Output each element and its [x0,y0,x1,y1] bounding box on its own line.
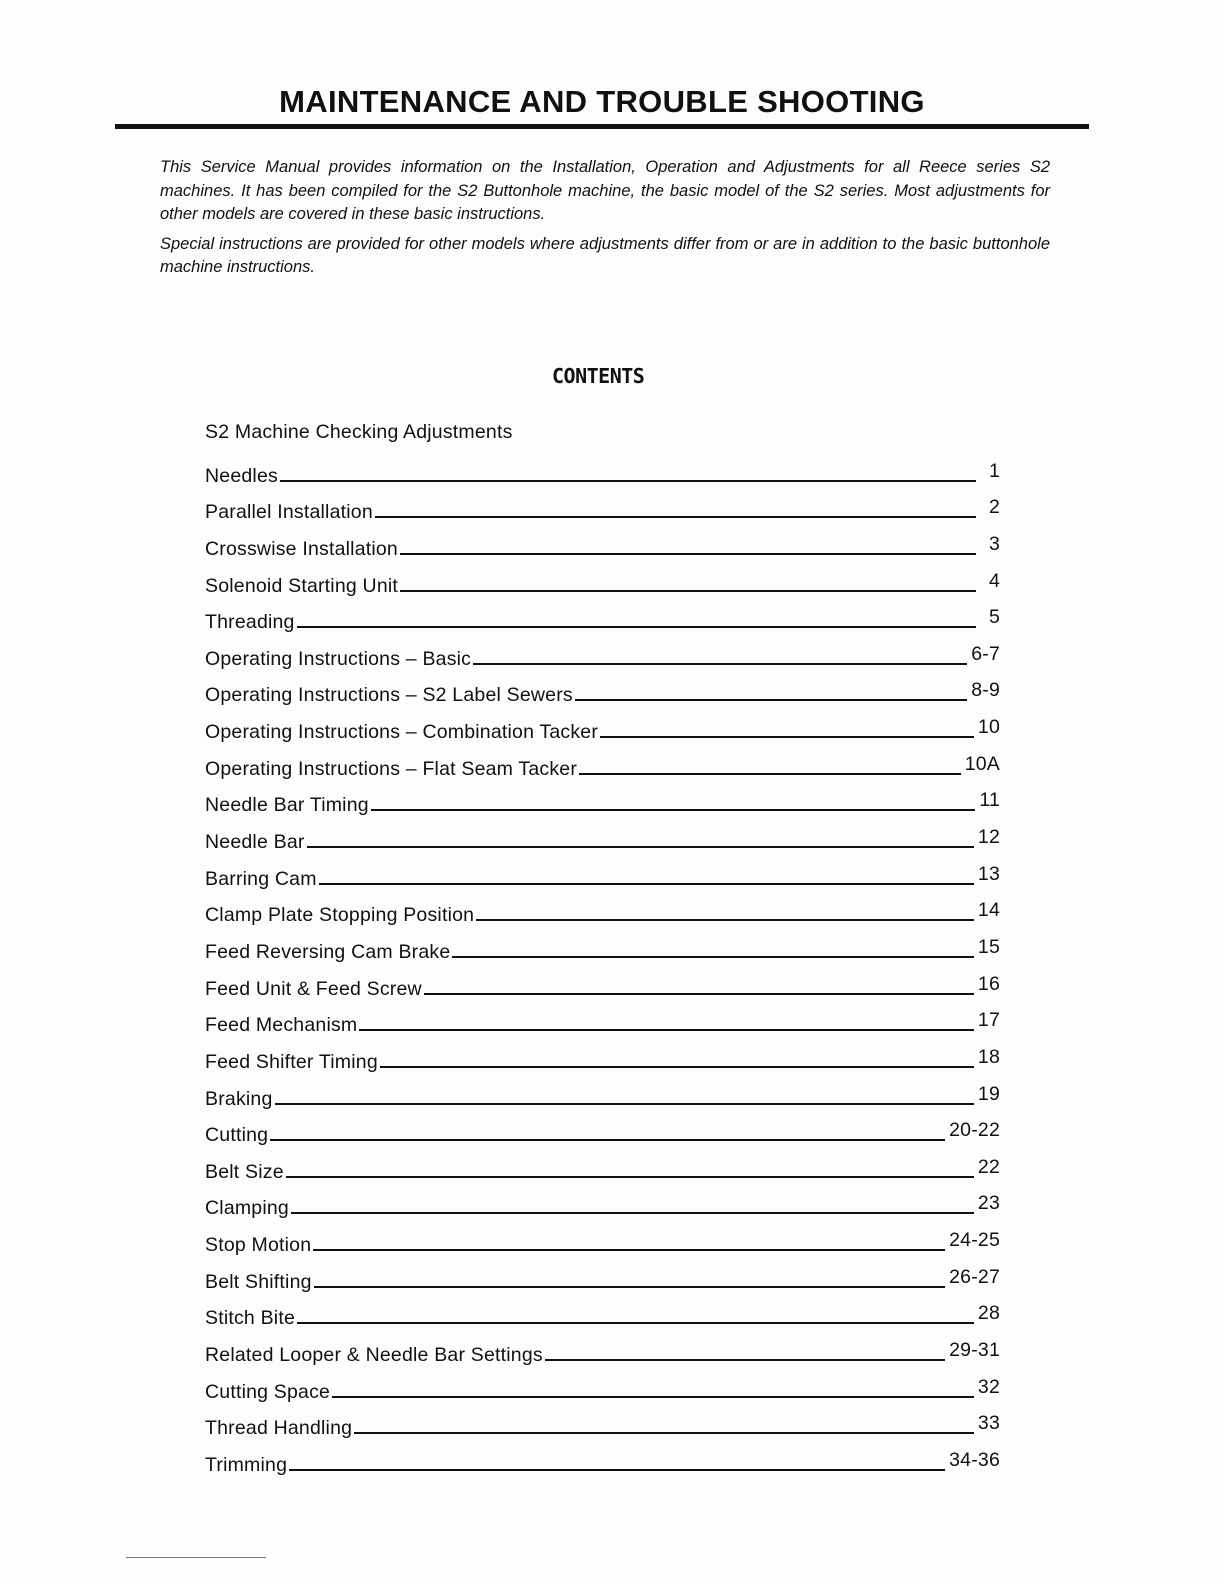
toc-entry-page: 2 [988,496,1000,519]
toc-entry-leader [286,1176,974,1178]
toc-entry-leader [313,1249,945,1251]
toc-entry-label: Operating Instructions – Combination Tacker [205,721,599,744]
toc-entry [205,1404,1000,1441]
intro-paragraph-1: This Service Manual provides information on the Installation, Operation and Adjustments for all Reece series S2 machines. It has been compiled for the S2 Buttonhole machine, the basic model of the S2 series. Most adjustments for other models are covered in these basic instructions. [160,158,1050,223]
toc-entry-page: 10 [977,716,1000,739]
table-of-contents [205,416,1000,1477]
toc-entry-leader [354,1432,974,1434]
toc-entry-label: Operating Instructions – S2 Label Sewers [205,684,573,707]
toc-entry [205,1440,1000,1477]
toc-entry-page: 6-7 [971,642,1000,665]
toc-entry-label: Crosswise Installation [205,537,398,560]
toc-entry-label: Braking [205,1087,273,1110]
toc-entry-page: 19 [977,1082,1000,1105]
toc-entry-leader [575,699,967,701]
toc-entry [205,817,1000,854]
toc-entry-page: 4 [988,569,1000,592]
toc-entry-page: 22 [977,1155,1000,1178]
toc-entry [205,1257,1000,1294]
toc-entry [205,488,1000,525]
toc-entry-label: Operating Instructions – Basic [205,647,472,670]
toc-entry-label: Stitch Bite [205,1307,295,1330]
toc-entry-page: 3 [988,532,1000,555]
toc-entry-label: Needle Bar [205,831,305,854]
toc-entry-leader [314,1286,945,1288]
footer-rule [126,1557,266,1558]
toc-entry-page: 15 [977,935,1000,958]
toc-entry-page: 34-36 [949,1448,1000,1471]
toc-entry-label: Feed Unit & Feed Screw [205,977,422,1000]
intro-paragraph-2: Special instructions are provided for other models where adjustments differ from or are in addition to the basic buttonhole machine instructions. [160,234,1050,276]
toc-entry-label: Belt Size [205,1160,284,1183]
toc-entry-label: Clamping [205,1197,289,1220]
toc-entry-leader [289,1469,945,1471]
toc-entry-page: 24-25 [949,1229,1000,1252]
toc-entry [205,927,1000,964]
toc-entry-page: 29-31 [949,1339,1000,1362]
toc-entry-page: 32 [977,1375,1000,1398]
toc-entry-label: Parallel Installation [205,501,373,524]
toc-entry-page: 16 [977,972,1000,995]
toc-entry-leader [600,736,974,738]
toc-entry [205,964,1000,1001]
toc-entry-page: 18 [977,1045,1000,1068]
toc-entry-label: Related Looper & Needle Bar Settings [205,1344,543,1367]
toc-entry [205,1147,1000,1184]
toc-entry-leader [476,919,974,921]
toc-entry-label: Clamp Plate Stopping Position [205,904,475,927]
toc-entry [205,1074,1000,1111]
toc-entry-leader [579,773,961,775]
toc-entry [205,744,1000,781]
toc-entry-page: 12 [977,826,1000,849]
toc-entry-leader [400,553,976,555]
toc-entry-label: Belt Shifting [205,1270,312,1293]
toc-entry [205,1367,1000,1404]
toc-entry [205,1001,1000,1038]
toc-entry-leader [473,663,967,665]
toc-entry-label: Cutting Space [205,1380,331,1403]
toc-entry-leader [270,1139,945,1141]
toc-entry-label: Solenoid Starting Unit [205,574,399,597]
toc-entry [205,634,1000,671]
toc-entry-label: Feed Mechanism [205,1014,358,1037]
toc-entry-leader [307,846,974,848]
toc-section-title: S2 Machine Checking Adjustments [205,421,513,443]
toc-entry-leader [319,883,974,885]
toc-entry-label: Feed Reversing Cam Brake [205,940,451,963]
toc-entry-leader [297,626,976,628]
toc-entry-page: 11 [979,789,1000,812]
toc-entry-list [205,451,1000,1477]
toc-entry [205,561,1000,598]
toc-entry-leader [371,809,976,811]
toc-entry [205,1111,1000,1148]
toc-entry-label: Barring Cam [205,867,317,890]
toc-entry-leader [400,590,976,592]
toc-entry-page: 10A [964,752,1000,775]
toc-entry-page: 23 [977,1192,1000,1215]
toc-entry-leader [297,1322,974,1324]
contents-heading: CONTENTS [552,364,645,388]
toc-entry [205,1037,1000,1074]
toc-entry-page: 17 [977,1009,1000,1032]
toc-entry-leader [275,1103,974,1105]
toc-entry [205,524,1000,561]
toc-entry [205,1294,1000,1331]
toc-entry-leader [332,1396,974,1398]
toc-entry [205,1184,1000,1221]
toc-entry-leader [375,516,976,518]
toc-entry-page: 5 [988,606,1000,629]
toc-entry-page: 28 [977,1302,1000,1325]
toc-entry-leader [424,993,974,995]
toc-entry-leader [359,1029,974,1031]
toc-entry [205,854,1000,891]
toc-entry-label: Cutting [205,1124,269,1147]
toc-entry-label: Stop Motion [205,1234,312,1257]
toc-entry-page: 26-27 [949,1265,1000,1288]
toc-entry [205,671,1000,708]
toc-entry-leader [380,1066,974,1068]
toc-entry-label: Trimming [205,1453,288,1476]
toc-entry-page: 1 [988,459,1000,482]
toc-entry-label: Feed Shifter Timing [205,1050,378,1073]
toc-entry-page: 8-9 [971,679,1000,702]
toc-entry-leader [545,1359,945,1361]
toc-entry [205,1330,1000,1367]
toc-entry [205,1220,1000,1257]
toc-entry-label: Thread Handling [205,1417,353,1440]
intro-text [160,156,1050,286]
toc-entry-page: 33 [977,1412,1000,1435]
toc-entry-label: Operating Instructions – Flat Seam Tacker [205,757,578,780]
toc-entry-leader [291,1212,974,1214]
toc-entry [205,781,1000,818]
toc-entry-label: Needle Bar Timing [205,794,369,817]
toc-entry [205,707,1000,744]
toc-entry [205,891,1000,928]
toc-entry-label: Threading [205,611,295,634]
toc-entry-page: 20-22 [949,1119,1000,1142]
toc-entry-label: Needles [205,464,278,487]
toc-entry-page: 14 [977,899,1000,922]
toc-entry [205,598,1000,635]
page-title: MAINTENANCE AND TROUBLE SHOOTING [279,84,925,119]
toc-entry-leader [280,480,976,482]
title-rule [115,124,1089,129]
toc-entry [205,451,1000,488]
toc-entry-leader [452,956,974,958]
toc-entry-page: 13 [977,862,1000,885]
